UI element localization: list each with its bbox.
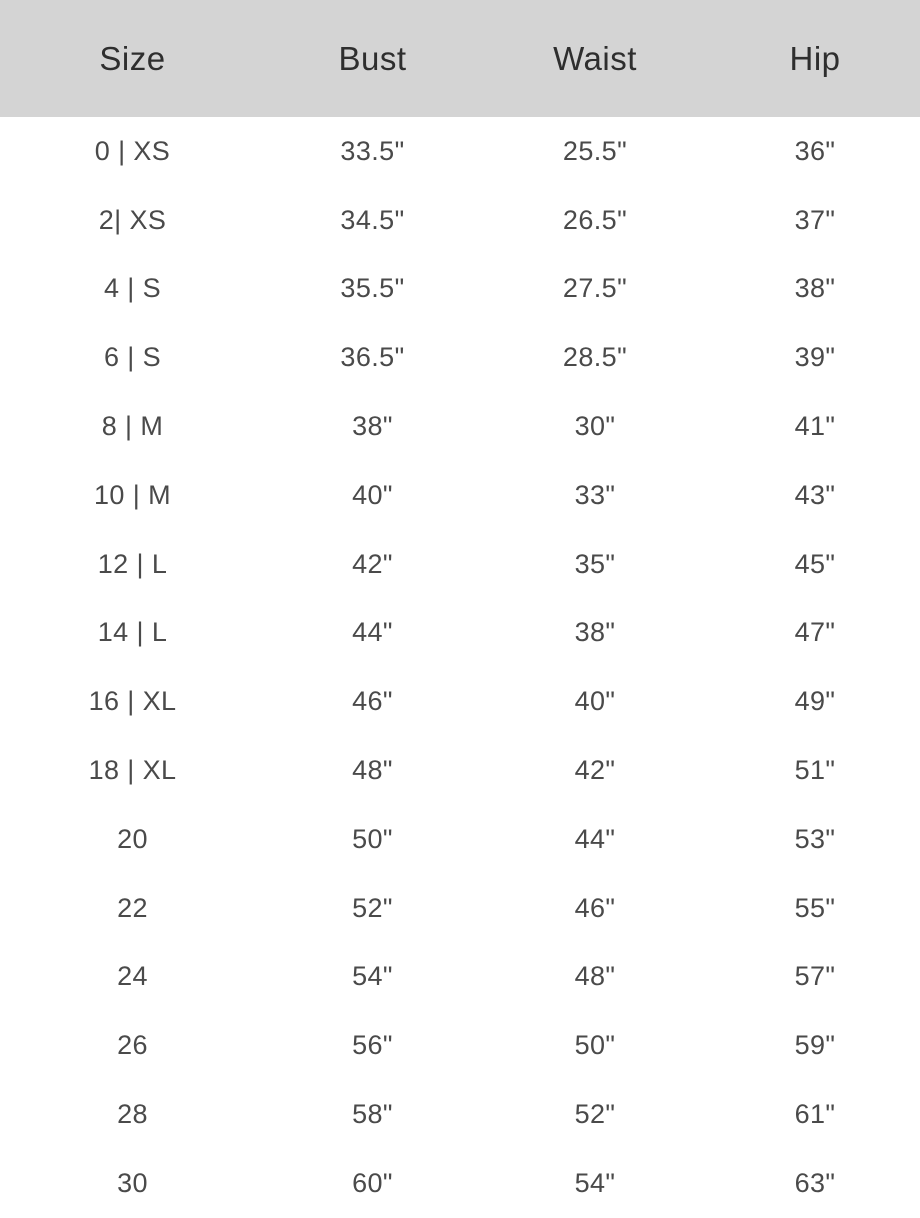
cell-hip: 57" xyxy=(794,961,836,992)
cell-size: 4 | S xyxy=(103,273,162,304)
cell-bust: 36.5" xyxy=(340,342,405,373)
cell-size: 16 | XL xyxy=(88,686,177,717)
cell-waist: 50" xyxy=(574,1030,616,1061)
cell-size: 0 | XS xyxy=(94,135,171,166)
cell-hip: 47" xyxy=(794,617,836,648)
cell-waist: 28.5" xyxy=(562,342,628,373)
cell-size: 2| XS xyxy=(98,204,167,235)
cell-size: 24 xyxy=(117,961,148,992)
table-row xyxy=(0,323,920,392)
table-row xyxy=(0,1011,920,1080)
cell-bust: 35.5" xyxy=(340,273,405,304)
table-row xyxy=(0,117,920,186)
column-header-bust: Bust xyxy=(338,39,407,77)
table-row xyxy=(0,599,920,668)
cell-size: 30 xyxy=(117,1167,148,1198)
cell-waist: 27.5" xyxy=(562,273,628,304)
cell-bust: 46" xyxy=(352,686,393,717)
cell-hip: 38" xyxy=(794,273,836,304)
cell-size: 14 | L xyxy=(97,617,168,648)
cell-bust: 50" xyxy=(352,823,393,854)
table-header xyxy=(0,0,920,117)
cell-size: 6 | S xyxy=(103,342,162,373)
cell-bust: 40" xyxy=(352,479,393,510)
cell-size: 28 xyxy=(117,1099,148,1130)
cell-bust: 60" xyxy=(352,1167,393,1198)
cell-bust: 52" xyxy=(352,892,393,923)
cell-waist: 33" xyxy=(574,479,616,510)
cell-waist: 44" xyxy=(574,823,616,854)
table-row xyxy=(0,1149,920,1218)
cell-size: 8 | M xyxy=(101,411,164,442)
table-row xyxy=(0,530,920,599)
cell-waist: 54" xyxy=(574,1167,616,1198)
cell-waist: 30" xyxy=(574,411,616,442)
cell-size: 18 | XL xyxy=(88,755,177,786)
cell-size: 12 | L xyxy=(97,548,168,579)
cell-bust: 34.5" xyxy=(340,204,405,235)
cell-hip: 37" xyxy=(794,204,836,235)
cell-bust: 38" xyxy=(352,411,393,442)
cell-bust: 42" xyxy=(352,548,393,579)
table-row xyxy=(0,667,920,736)
cell-bust: 58" xyxy=(352,1099,393,1130)
cell-waist: 42" xyxy=(574,755,616,786)
cell-waist: 25.5" xyxy=(562,135,628,166)
cell-waist: 52" xyxy=(574,1099,616,1130)
table-row xyxy=(0,805,920,874)
table-body xyxy=(0,117,920,1218)
cell-bust: 44" xyxy=(352,617,393,648)
cell-bust: 48" xyxy=(352,755,393,786)
cell-hip: 53" xyxy=(794,823,836,854)
cell-hip: 51" xyxy=(794,755,836,786)
cell-waist: 38" xyxy=(574,617,616,648)
cell-hip: 36" xyxy=(794,135,836,166)
cell-size: 20 xyxy=(117,823,148,854)
cell-hip: 55" xyxy=(794,892,836,923)
table-row xyxy=(0,943,920,1012)
cell-waist: 48" xyxy=(574,961,616,992)
column-header-size: Size xyxy=(99,39,166,77)
table-header-row xyxy=(0,0,920,117)
cell-waist: 46" xyxy=(574,892,616,923)
cell-bust: 33.5" xyxy=(340,135,405,166)
cell-hip: 63" xyxy=(794,1167,836,1198)
cell-waist: 26.5" xyxy=(562,204,628,235)
cell-hip: 45" xyxy=(794,548,836,579)
table-row xyxy=(0,186,920,255)
cell-waist: 35" xyxy=(574,548,616,579)
cell-bust: 54" xyxy=(352,961,393,992)
table-row xyxy=(0,461,920,530)
table-row xyxy=(0,255,920,324)
cell-hip: 41" xyxy=(794,411,836,442)
cell-size: 10 | M xyxy=(94,479,171,510)
cell-bust: 56" xyxy=(352,1030,393,1061)
cell-hip: 61" xyxy=(794,1099,836,1130)
table-row xyxy=(0,736,920,805)
table-row xyxy=(0,392,920,461)
cell-size: 22 xyxy=(117,892,148,923)
cell-hip: 43" xyxy=(794,479,836,510)
cell-hip: 49" xyxy=(794,686,836,717)
cell-size: 26 xyxy=(117,1030,148,1061)
cell-hip: 59" xyxy=(794,1030,836,1061)
column-header-waist: Waist xyxy=(553,39,637,77)
column-header-hip: Hip xyxy=(789,39,841,77)
cell-hip: 39" xyxy=(794,342,836,373)
table-row xyxy=(0,874,920,943)
cell-waist: 40" xyxy=(574,686,616,717)
table-row xyxy=(0,1080,920,1149)
